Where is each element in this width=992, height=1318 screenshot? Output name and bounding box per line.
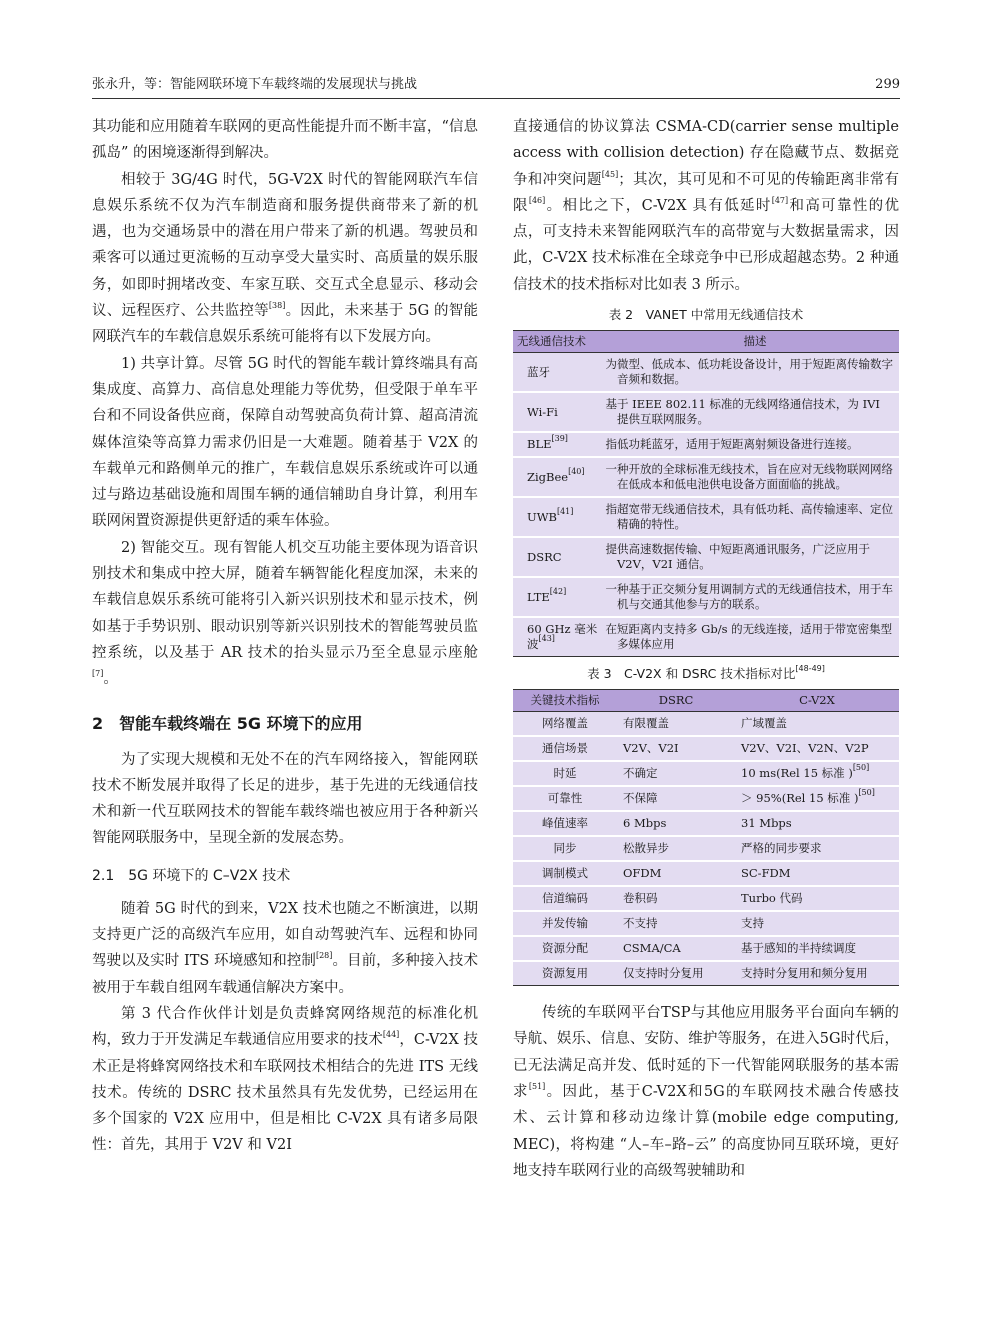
metric-name: 信道编码 xyxy=(513,886,617,911)
table3-row xyxy=(513,861,899,886)
tech-name: 60 GHz 毫米波[43] xyxy=(513,617,611,657)
metric-name: 时延 xyxy=(513,761,617,786)
paragraph: 传统的车联网平台TSP与其他应用服务平台面向车辆的导航、娱乐、信息、安防、维护等服务，在进入5G时代后，已无法满足高并发、低时延的下一代智能网联服务的基本需求[51]。因此，基于C-V2X和5G的车联网技术融合传感技术、云计算和移动边缘计算(mobile edge computing, MEC)，将构建 “人–车–路–云” 的高度协同互联环境，更好地支持车联网行业的高级驾驶辅助和 xyxy=(513,1005,900,1179)
left-column xyxy=(92,114,478,1159)
table2-header: 描述 xyxy=(611,331,899,353)
running-title: 张永升，等：智能网联环境下车载终端的发展现状与挑战 xyxy=(92,77,418,92)
table2-row xyxy=(513,392,899,432)
table3-row xyxy=(513,712,899,737)
tech-name: UWB[41] xyxy=(513,497,611,537)
cv2x-value: 10 ms(Rel 15 标准 )[50] xyxy=(735,761,899,786)
dsrc-value: 松散异步 xyxy=(617,836,735,861)
table2-row xyxy=(513,432,899,457)
dsrc-value: V2V、V2I xyxy=(617,736,735,761)
cv2x-value: Turbo 代码 xyxy=(735,886,899,911)
table2-row xyxy=(513,353,899,393)
metric-name: 峰值速率 xyxy=(513,811,617,836)
table3-row xyxy=(513,836,899,861)
citation: [51] xyxy=(528,1081,546,1091)
paragraph: 第 3 代合作伙伴计划是负责蜂窝网络规范的标准化机构，致力于开发满足车载通信应用要求的技术[44]，C-V2X 技术正是将蜂窝网络技术和车联网技术相结合的先进 ITS 无线技术。传统的 DSRC 技术虽然具有先发优势，已经运用在多个国家的 V2X 应用中，但是相比 C-V2X 具有诸多局限性：首先，其用于 V2V 和 V2I xyxy=(92,1005,478,1154)
running-header xyxy=(92,70,900,92)
tech-description: 指低功耗蓝牙，适用于短距离射频设备进行连接。 xyxy=(611,432,899,457)
citation: [28] xyxy=(315,951,333,961)
dsrc-value: 仅支持时分复用 xyxy=(617,961,735,986)
paragraph: 随着 5G 时代的到来，V2X 技术也随之不断演进，以期支持更广泛的高级汽车应用，如自动驾驶汽车、远程和协同驾驶以及实时 ITS 环境感知和控制[28]。目前，多种接入技术被用于车载自组网车载通信解决方案中。 xyxy=(92,900,478,996)
tech-description: 提供高速数据传输、中短距离通讯服务，广泛应用于 V2V，V2I 通信。 xyxy=(611,537,899,577)
dsrc-value: 不确定 xyxy=(617,761,735,786)
tech-description: 一种基于正交频分复用调制方式的无线通信技术，用于车机与交通其他参与方的联系。 xyxy=(611,577,899,617)
table3-row xyxy=(513,736,899,761)
table3-row xyxy=(513,911,899,936)
citation: [38] xyxy=(268,301,286,311)
paragraph: 1) 共享计算。尽管 5G 时代的智能车载计算终端具有高集成度、高算力、高信息处理能力等优势，但受限于单车平台和不同设备供应商，保障自动驾驶高负荷计算、超高清流媒体渲染等高算力需求仍旧是一大难题。随着基于 V2X 的车载单元和路侧单元的推广，车载信息娱乐系统或许可以通过与路边基础设施和周围车辆的通信辅助自身计算，利用车联网闲置资源提供更舒适的乘车体验。 xyxy=(92,355,478,530)
tech-name: 蓝牙 xyxy=(513,353,611,393)
right-column xyxy=(513,114,899,1184)
table3-row xyxy=(513,811,899,836)
cv2x-value: ＞ 95%(Rel 15 标准 )[50] xyxy=(735,786,899,811)
tech-description: 一种开放的全球标准无线技术，旨在应对无线物联网网络在低成本和低电池供电设备方面面临的挑战。 xyxy=(611,457,899,497)
cv2x-value: V2V、V2I、V2N、V2P xyxy=(735,736,899,761)
table2-header: 无线通信技术 xyxy=(513,331,611,353)
table2-row xyxy=(513,617,899,657)
metric-name: 资源复用 xyxy=(513,961,617,986)
dsrc-value: 有限覆盖 xyxy=(617,712,735,737)
table3-header: C-V2X xyxy=(735,690,899,712)
cv2x-value: 支持 xyxy=(735,911,899,936)
paragraph: 直接通信的协议算法 CSMA-CD(carrier sense multiple access with collision detection) 存在隐藏节点、数据竞争和冲突问题[45]；其次，其可见和不可见的传输距离非常有限[46]。相比之下，C-V2X 具有低延时[47]和高可靠性的优点，可支持未来智能网联汽车的高带宽与大数据量需求，因此，C-V2X 技术标准在全球竞争中已形成超越态势。2 种通信技术的技术指标对比如表 3 所示。 xyxy=(513,119,900,293)
section-heading: 2 智能车载终端在 5G 环境下的应用 xyxy=(92,713,363,733)
table2-row xyxy=(513,497,899,537)
table2-caption: 表 2 VANET 中常用无线通信技术 xyxy=(608,307,804,323)
paragraph: 其功能和应用随着车联网的更高性能提升而不断丰富，“信息孤岛” 的困境逐渐得到解决。 xyxy=(92,119,478,162)
table3-row xyxy=(513,961,899,986)
tech-name: Wi-Fi xyxy=(513,392,611,432)
paragraph: 相较于 3G/4G 时代，5G-V2X 时代的智能网联汽车信息娱乐系统不仅为汽车制造商和服务提供商带来了新的机遇，也为交通场景中的潜在用户带来了新的机遇。驾驶员和乘客可以通过更流畅的互动享受大量实时、高质量的娱乐服务，如即时拥堵改变、车家互联、交互式全息显示、移动会议、远程医疗、公共监控等[38]。因此，未来基于 5G 的智能网联汽车的车载信息娱乐系统可能将有以下发展方向。 xyxy=(92,171,478,346)
tech-name: ZigBee[40] xyxy=(513,457,611,497)
dsrc-value: 不支持 xyxy=(617,911,735,936)
table2-row xyxy=(513,577,899,617)
metric-name: 网络覆盖 xyxy=(513,712,617,737)
page-number: 299 xyxy=(875,77,900,92)
table3-row xyxy=(513,786,899,811)
tech-name: DSRC xyxy=(513,537,611,577)
dsrc-value: 不保障 xyxy=(617,786,735,811)
citation: [46] xyxy=(528,195,546,205)
citation: [45] xyxy=(601,169,619,179)
table2 xyxy=(513,330,899,657)
metric-name: 同步 xyxy=(513,836,617,861)
citation: [47] xyxy=(771,195,789,205)
table3 xyxy=(513,689,899,986)
dsrc-value: OFDM xyxy=(617,861,735,886)
metric-name: 可靠性 xyxy=(513,786,617,811)
cv2x-value: 严格的同步要求 xyxy=(735,836,899,861)
table3-header: DSRC xyxy=(617,690,735,712)
tech-description: 为微型、低成本、低功耗设备设计，用于短距离传输数字音频和数据。 xyxy=(611,353,899,393)
citation: [44] xyxy=(382,1030,400,1040)
dsrc-value: 6 Mbps xyxy=(617,811,735,836)
tech-description: 指超宽带无线通信技术，具有低功耗、高传输速率、定位精确的特性。 xyxy=(611,497,899,537)
metric-name: 并发传输 xyxy=(513,911,617,936)
cv2x-value: 支持时分复用和频分复用 xyxy=(735,961,899,986)
cv2x-value: 31 Mbps xyxy=(735,811,899,836)
table3-row xyxy=(513,936,899,961)
tech-name: BLE[39] xyxy=(513,432,611,457)
table2-row xyxy=(513,457,899,497)
cv2x-value: 广域覆盖 xyxy=(735,712,899,737)
cv2x-value: SC-FDM xyxy=(735,861,899,886)
metric-name: 通信场景 xyxy=(513,736,617,761)
cv2x-value: 基于感知的半持续调度 xyxy=(735,936,899,961)
dsrc-value: 卷积码 xyxy=(617,886,735,911)
table3-caption: 表 3 C-V2X 和 DSRC 技术指标对比[48-49] xyxy=(587,664,825,682)
paragraph: 2) 智能交互。现有智能人机交互功能主要体现为语音识别技术和集成中控大屏，随着车辆智能化程度加深，未来的车载信息娱乐系统可能将引入新兴识别技术和显示技术，例如基于手势识别、眼动识别等新兴识别技术的智能驾驶员监控系统，以及基于 AR 技术的抬头显示乃至全息显示座舱[7]。 xyxy=(92,539,478,688)
table3-header: 关键技术指标 xyxy=(513,690,617,712)
table3-row xyxy=(513,761,899,786)
tech-description: 在短距离内支持多 Gb/s 的无线连接，适用于带宽密集型多媒体应用 xyxy=(611,617,899,657)
metric-name: 资源分配 xyxy=(513,936,617,961)
metric-name: 调制模式 xyxy=(513,861,617,886)
citation: [7] xyxy=(92,669,104,679)
table3-row xyxy=(513,886,899,911)
dsrc-value: CSMA/CA xyxy=(617,936,735,961)
table2-row xyxy=(513,537,899,577)
header-rule xyxy=(92,98,900,99)
subsection-heading: 2.1 5G 环境下的 C–V2X 技术 xyxy=(92,867,291,884)
paragraph: 为了实现大规模和无处不在的汽车网络接入，智能网联技术不断发展并取得了长足的进步，基于先进的无线通信技术和新一代互联网技术的智能车载终端也被应用于各种新兴智能网联服务中，呈现全新的发展态势。 xyxy=(92,751,478,847)
citation: [48-49] xyxy=(795,664,825,674)
tech-description: 基于 IEEE 802.11 标准的无线网络通信技术，为 IVI 提供互联网服务。 xyxy=(611,392,899,432)
tech-name: LTE[42] xyxy=(513,577,611,617)
